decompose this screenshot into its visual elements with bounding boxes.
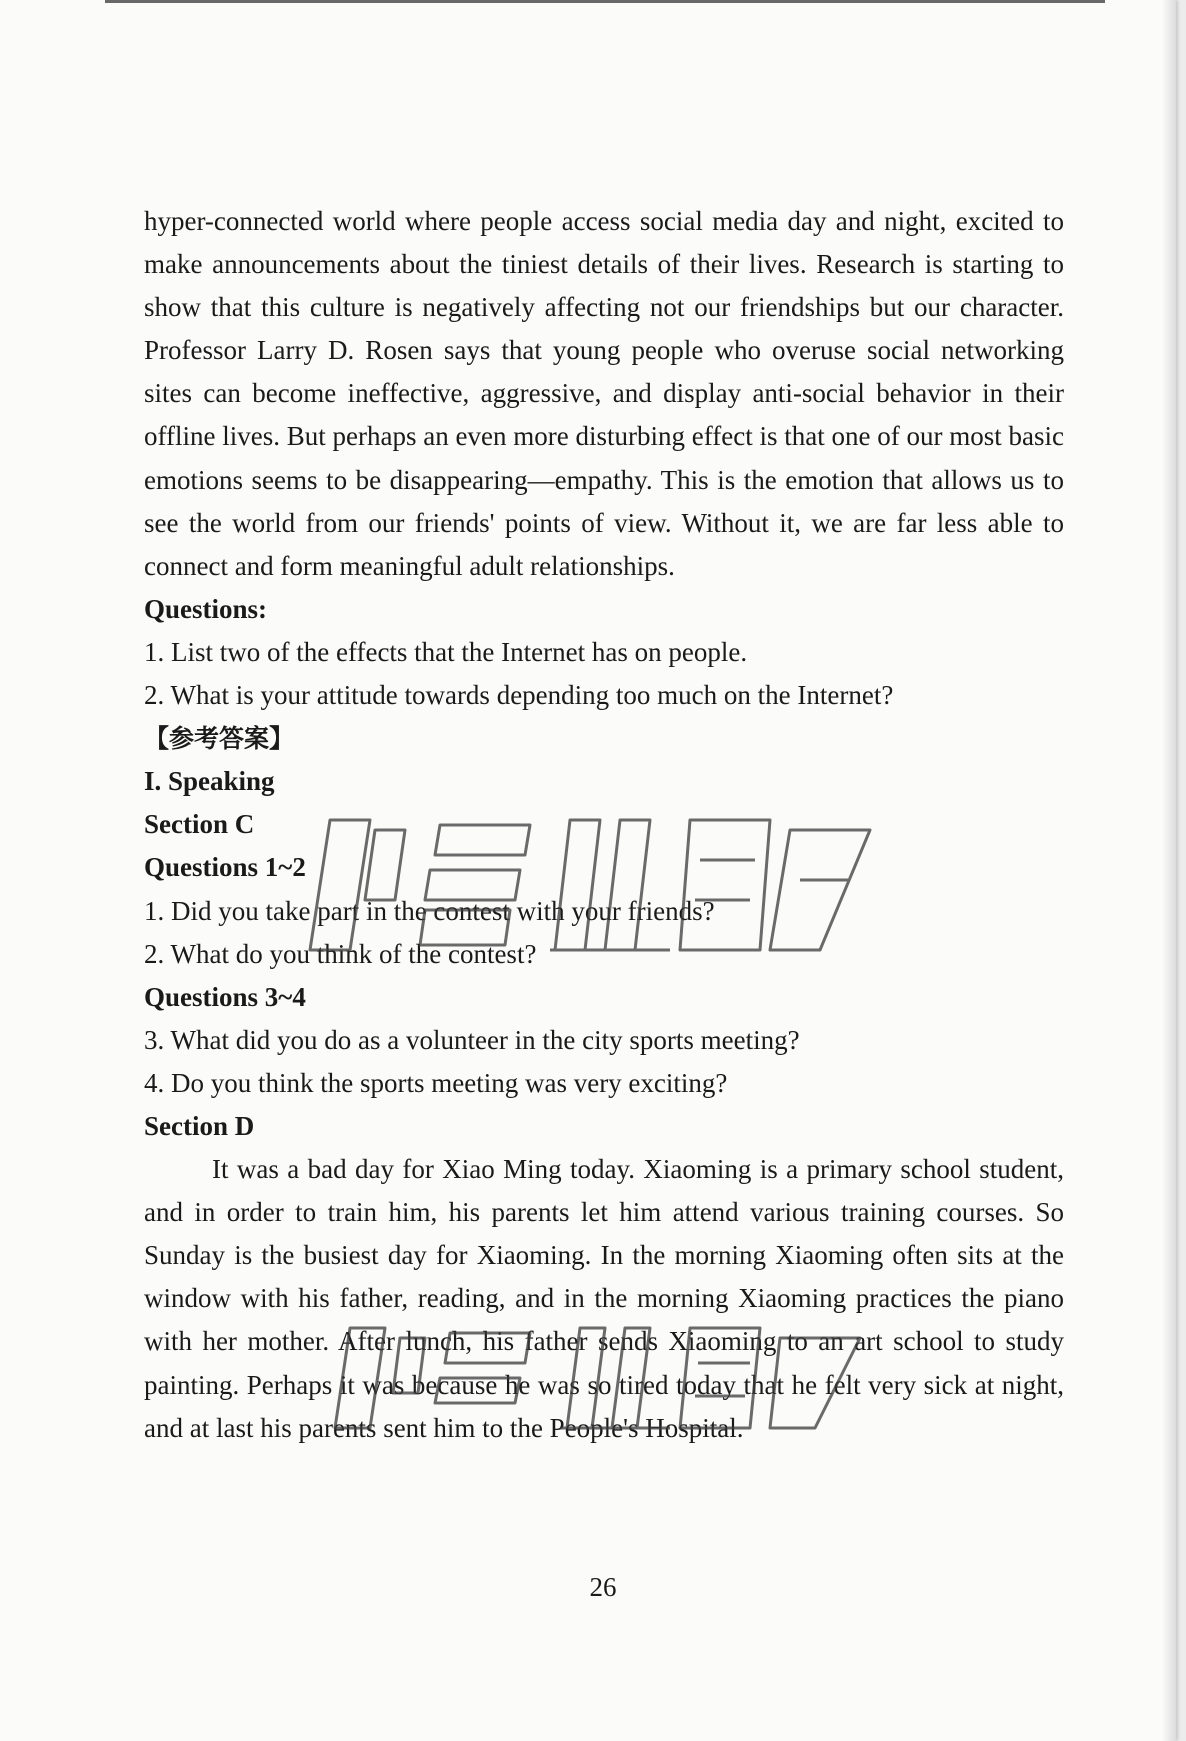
question-item-1: 1. List two of the effects that the Internet has on people. bbox=[144, 636, 748, 667]
questions-heading: Questions: bbox=[144, 593, 268, 624]
part-title-speaking: I. Speaking bbox=[144, 766, 275, 797]
top-edge-line bbox=[105, 0, 1105, 3]
answer-question-4: 4. Do you think the sports meeting was very exciting? bbox=[144, 1067, 728, 1098]
page-content bbox=[144, 200, 1064, 1450]
questions-3-4-title: Questions 3~4 bbox=[144, 981, 306, 1012]
answer-question-1: 1. Did you take part in the contest with your friends? bbox=[144, 895, 715, 926]
answer-question-2: 2. What do you think of the contest? bbox=[144, 938, 537, 969]
section-c-title: Section C bbox=[144, 809, 255, 840]
question-item-2: 2. What is your attitude towards depending too much on the Internet? bbox=[144, 680, 894, 711]
questions-1-2-title: Questions 1~2 bbox=[144, 852, 306, 883]
page-number: 26 bbox=[589, 1572, 617, 1602]
answer-question-3: 3. What did you do as a volunteer in the city sports meeting? bbox=[144, 1024, 800, 1055]
page-edge-shadow bbox=[1162, 0, 1176, 1741]
section-d-title: Section D bbox=[144, 1110, 255, 1141]
reference-answer-heading: 【参考答案】 bbox=[144, 724, 295, 754]
passage-paragraph: hyper-connected world where people access social media day and night, excited to make announcements about the tiniest details of their lives. Research is starting to show that this culture is negatively affecting not our friendships but our character. Professor Larry D. Rosen says that young people who overuse social networking sites can become ineffective, aggressive, and display anti-social behavior in their offline lives. But perhaps an even more disturbing effect is that one of our most basic emotions seems to be disappearing—empathy. This is the emotion that allows us to see the world from our friends' points of view. Without it, we are far less able to connect and form meaningful adult relationships. bbox=[144, 206, 1064, 581]
section-d-paragraph: It was a bad day for Xiao Ming today. Xiaoming is a primary school student, and in order to train him, his parents let him attend various training courses. So Sunday is the busiest day for Xiaoming. In the morning Xiaoming often sits at the window with his father, reading, and in the morning Xiaoming practices the piano with her mother. After lunch, his father sends Xiaoming to an art school to study painting. Perhaps it was because he was so tired today that he felt very sick at night, and at last his parents sent him to the People's Hospital. bbox=[144, 1154, 1064, 1443]
